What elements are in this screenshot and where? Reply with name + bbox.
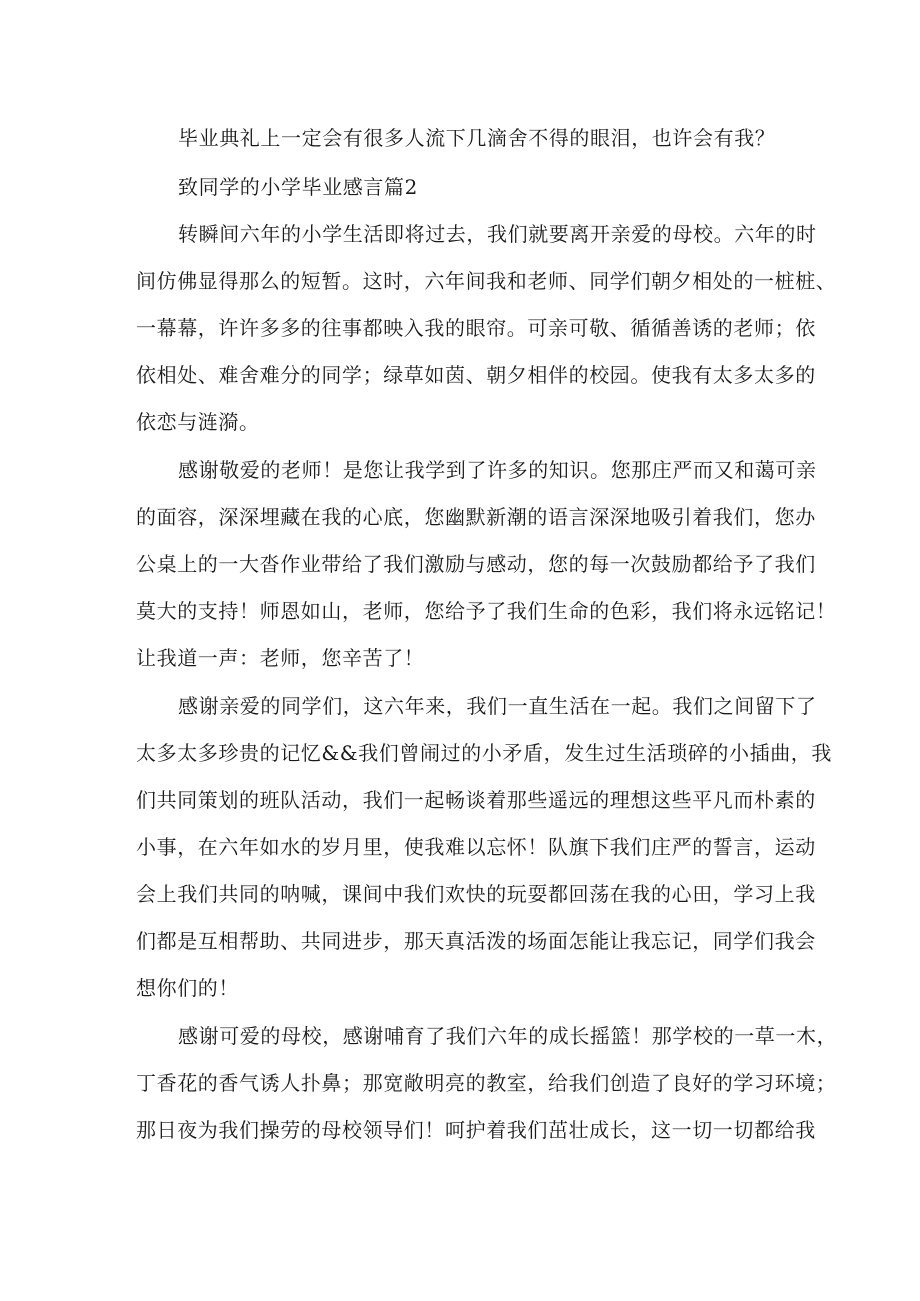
paragraph-line: 感谢可爱的母校，感谢哺育了我们六年的成长摇篮！那学校的一草一木， — [178, 1024, 838, 1048]
paragraph-line: 依恋与涟漪。 — [136, 410, 260, 434]
paragraph-line: 小事，在六年如水的岁月里，使我难以忘怀！队旗下我们庄严的誓言，运动 — [136, 835, 816, 859]
paragraph-line: 莫大的支持！师恩如山，老师，您给予了我们生命的色彩，我们将永远铭记！ — [136, 599, 837, 623]
paragraph-line: 感谢敬爱的老师！是您让我学到了许多的知识。您那庄严而又和蔼可亲 — [178, 458, 817, 482]
paragraph-line: 太多太多珍贵的记忆&&我们曾闹过的小矛盾，发生过生活琐碎的小插曲，我 — [136, 741, 833, 765]
paragraph-line: 丁香花的香气诱人扑鼻；那宽敞明亮的教室，给我们创造了良好的学习环境； — [136, 1071, 837, 1095]
paragraph-line: 间仿佛显得那么的短暂。这时，六年间我和老师、同学们朝夕相处的一桩桩、 — [136, 269, 837, 293]
paragraph-line: 们共同策划的班队活动，我们一起畅谈着那些遥远的理想这些平凡而朴素的 — [136, 788, 816, 812]
paragraph-line: 会上我们共同的呐喊，课间中我们欢快的玩耍都回荡在我的心田，学习上我 — [136, 882, 816, 906]
paragraph-line: 感谢亲爱的同学们，这六年来，我们一直生活在一起。我们之间留下了 — [178, 694, 817, 718]
paragraph-line: 们都是互相帮助、共同进步，那天真活泼的场面怎能让我忘记，同学们我会 — [136, 929, 816, 953]
paragraph-line: 想你们的！ — [136, 976, 239, 1000]
paragraph-line: 公桌上的一大沓作业带给了我们激励与感动，您的每一次鼓励都给予了我们 — [136, 552, 816, 576]
paragraph-line: 转瞬间六年的小学生活即将过去，我们就要离开亲爱的母校。六年的时 — [178, 222, 817, 246]
paragraph-line: 让我道一声：老师，您辛苦了！ — [136, 646, 425, 670]
paragraph-line: 的面容，深深埋藏在我的心底，您幽默新潮的语言深深地吸引着我们，您办 — [136, 505, 816, 529]
paragraph-line: 一幕幕，许许多多的往事都映入我的眼帘。可亲可敬、循循善诱的老师；依 — [136, 316, 816, 340]
paragraph-line: 毕业典礼上一定会有很多人流下几滴舍不得的眼泪，也许会有我？ — [178, 126, 776, 150]
section-heading: 致同学的小学毕业感言篇2 — [178, 175, 418, 199]
paragraph-line: 依相处、难舍难分的同学；绿草如茵、朝夕相伴的校园。使我有太多太多的 — [136, 363, 816, 387]
paragraph-line: 那日夜为我们操劳的母校领导们！呵护着我们茁壮成长，这一切一切都给我 — [136, 1118, 816, 1142]
